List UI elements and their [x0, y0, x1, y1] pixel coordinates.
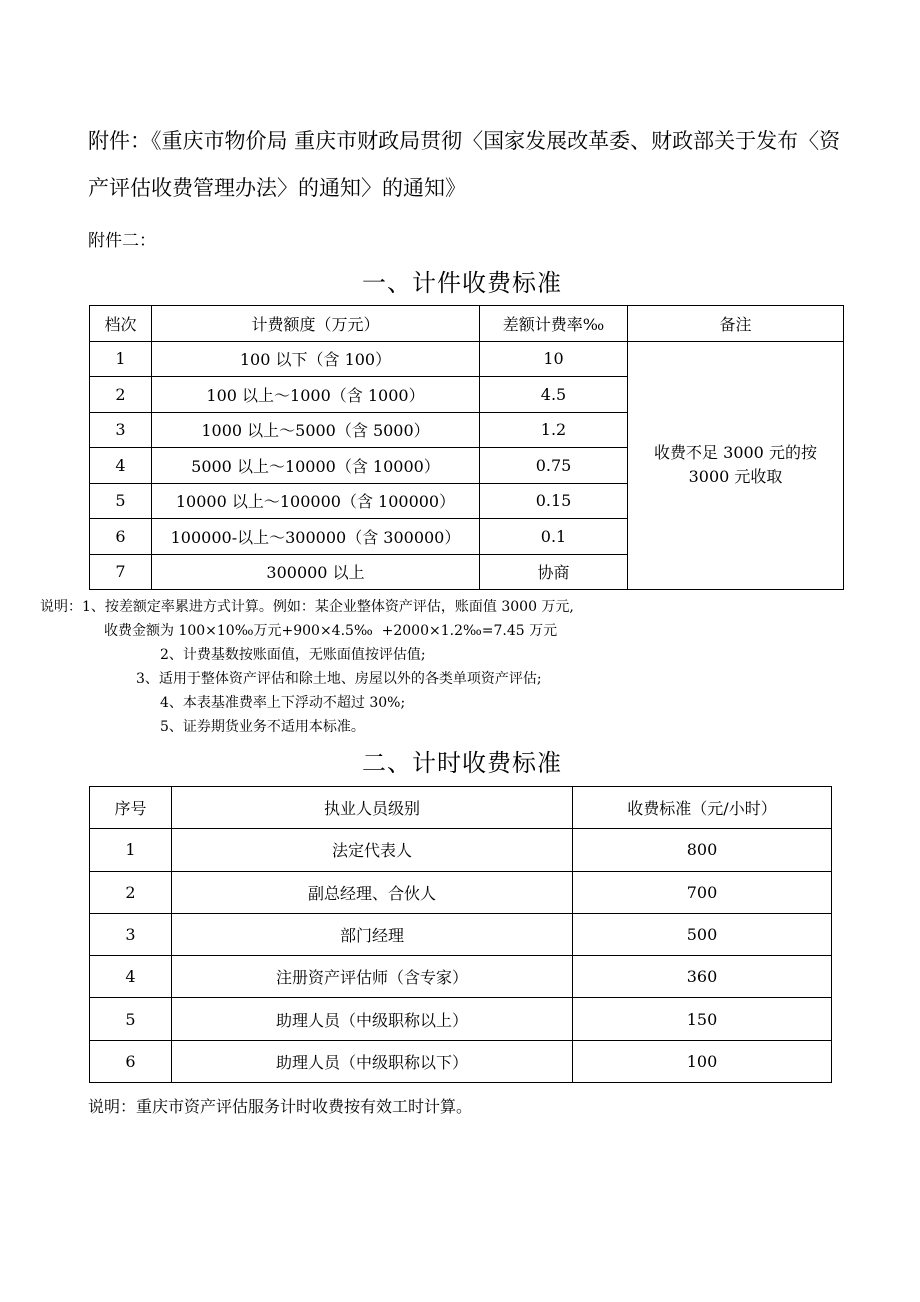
cell-level: 7 — [90, 554, 152, 590]
table-row — [90, 998, 832, 1040]
cell-staff-level: 助理人员（中级职称以上） — [172, 998, 573, 1040]
header-staff-level: 执业人员级别 — [172, 787, 573, 829]
hourly-fee-table — [89, 786, 832, 1083]
cell-rate: 0.1 — [480, 519, 628, 555]
table-row — [90, 341, 844, 377]
cell-fee: 500 — [573, 913, 832, 955]
cell-range: 10000 以上～100000（含 100000） — [152, 483, 480, 519]
cell-range: 100000-以上～300000（含 300000） — [152, 519, 480, 555]
cell-staff-level: 法定代表人 — [172, 829, 573, 871]
table-row — [90, 1040, 832, 1082]
cell-fee: 100 — [573, 1040, 832, 1082]
note-line-1: 说明：1、按差额定率累进方式计算。例如：某企业整体资产评估，账面值 3000 万元, — [40, 599, 574, 615]
table-row — [90, 829, 832, 871]
cell-no: 4 — [90, 956, 172, 998]
cell-rate: 0.15 — [480, 483, 628, 519]
table-row — [90, 913, 832, 955]
piece-fee-table — [89, 305, 844, 590]
header-no: 序号 — [90, 787, 172, 829]
note-line-2: 收费金额为 100×10‰万元+900×4.5‰ +2000×1.2‰=7.45 万元 — [104, 623, 558, 639]
cell-range: 100 以上～1000（含 1000） — [152, 377, 480, 413]
header-range: 计费额度（万元） — [152, 306, 480, 342]
cell-level: 5 — [90, 483, 152, 519]
note-line-6: 5、证券期货业务不适用本标准。 — [160, 719, 365, 735]
note-line-3: 2、计费基数按账面值，无账面值按评估值; — [160, 647, 426, 663]
cell-staff-level: 注册资产评估师（含专家） — [172, 956, 573, 998]
cell-rate: 10 — [480, 341, 628, 377]
cell-fee: 800 — [573, 829, 832, 871]
cell-range: 5000 以上～10000（含 10000） — [152, 448, 480, 484]
cell-level: 3 — [90, 412, 152, 448]
note-line-5: 4、本表基准费率上下浮动不超过 30%; — [160, 695, 406, 711]
cell-fee: 150 — [573, 998, 832, 1040]
cell-range: 1000 以上～5000（含 5000） — [152, 412, 480, 448]
header-remark: 备注 — [628, 306, 844, 342]
cell-no: 6 — [90, 1040, 172, 1082]
header-level: 档次 — [90, 306, 152, 342]
cell-level: 4 — [90, 448, 152, 484]
section2-note: 说明：重庆市资产评估服务计时收费按有效工时计算。 — [88, 1097, 473, 1116]
cell-range: 300000 以上 — [152, 554, 480, 590]
remark-line2: 3000 元收取 — [688, 467, 783, 487]
cell-no: 2 — [90, 871, 172, 913]
cell-fee: 700 — [573, 871, 832, 913]
cell-no: 5 — [90, 998, 172, 1040]
cell-rate: 协商 — [480, 554, 628, 590]
cell-staff-level: 助理人员（中级职称以下） — [172, 1040, 573, 1082]
cell-level: 6 — [90, 519, 152, 555]
cell-rate: 1.2 — [480, 412, 628, 448]
cell-remark — [628, 341, 844, 590]
attachment-label: 附件二： — [88, 231, 156, 251]
cell-no: 3 — [90, 913, 172, 955]
cell-rate: 0.75 — [480, 448, 628, 484]
header-rate: 差额计费率‰ — [480, 306, 628, 342]
remark-line1: 收费不足 3000 元的按 — [654, 443, 817, 463]
section1-title: 一、计件收费标准 — [362, 269, 562, 297]
table-row — [90, 956, 832, 998]
cell-level: 1 — [90, 341, 152, 377]
table-header-row — [90, 787, 832, 829]
cell-staff-level: 副总经理、合伙人 — [172, 871, 573, 913]
table-row — [90, 871, 832, 913]
cell-fee: 360 — [573, 956, 832, 998]
cell-level: 2 — [90, 377, 152, 413]
header-fee: 收费标准（元/小时） — [573, 787, 832, 829]
note-line-4: 3、适用于整体资产评估和除土地、房屋以外的各类单项资产评估; — [136, 671, 542, 687]
cell-no: 1 — [90, 829, 172, 871]
section2-title: 二、计时收费标准 — [362, 749, 562, 777]
cell-staff-level: 部门经理 — [172, 913, 573, 955]
document-title: 附件：《重庆市物价局 重庆市财政局贯彻〈国家发展改革委、财政部关于发布〈资产评估收费管理办法〉的通知〉的通知》 — [88, 129, 841, 200]
table-header-row — [90, 306, 844, 342]
cell-rate: 4.5 — [480, 377, 628, 413]
cell-range: 100 以下（含 100） — [152, 341, 480, 377]
